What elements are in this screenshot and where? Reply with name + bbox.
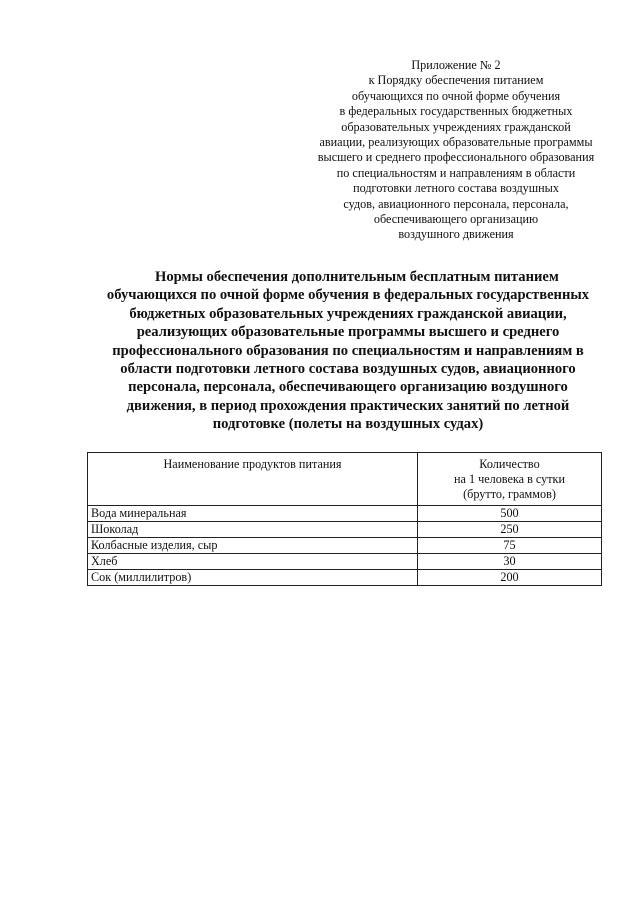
table-row xyxy=(88,506,602,522)
appendix-line: образовательных учреждениях гражданской xyxy=(341,119,571,134)
title-line: области подготовки летного состава воздушных судов, авиационного xyxy=(120,361,576,378)
table-row xyxy=(88,570,602,586)
quantity-cell: 250 xyxy=(418,522,602,538)
product-name-cell: Колбасные изделия, сыр xyxy=(88,538,418,554)
title-line: профессионального образования по специальностям и направлениям в xyxy=(112,342,584,359)
title-line: персонала, персонала, обеспечивающего организацию воздушного xyxy=(128,379,568,396)
column-header-quantity-line: на 1 человека в сутки xyxy=(453,472,566,486)
column-header-quantity-line: Количество xyxy=(479,457,540,471)
appendix-line: авиации, реализующих образовательные программы xyxy=(319,135,593,150)
document-title xyxy=(80,268,616,434)
title-line: обучающихся по очной форме обучения в федеральных государственных xyxy=(106,287,590,304)
product-name-cell: Сок (миллилитров) xyxy=(88,570,418,586)
title-line: бюджетных образовательных учреждениях гражданской авиации, xyxy=(129,305,567,322)
title-line: движения, в период прохождения практических занятий по летной xyxy=(126,397,570,414)
table-row xyxy=(88,554,602,570)
appendix-line: подготовки летного состава воздушных xyxy=(353,181,559,196)
product-name-cell: Вода минеральная xyxy=(88,506,418,522)
quantity-cell: 200 xyxy=(418,570,602,586)
quantity-cell: 75 xyxy=(418,538,602,554)
title-line: подготовке (полеты на воздушных судах) xyxy=(212,416,484,433)
appendix-line: в федеральных государственных бюджетных xyxy=(339,104,573,119)
appendix-line: Приложение № 2 xyxy=(411,58,501,72)
title-line: реализующих образовательные программы высшего и среднего xyxy=(136,324,560,341)
column-header-quantity xyxy=(418,453,602,506)
column-header-product: Наименование продуктов питания xyxy=(88,453,418,506)
title-line: Нормы обеспечения дополнительным бесплатным питанием xyxy=(155,269,559,285)
quantity-cell: 500 xyxy=(418,506,602,522)
product-name-cell: Хлеб xyxy=(88,554,418,570)
appendix-line: высшего и среднего профессионального образования xyxy=(317,150,595,165)
table-row xyxy=(88,538,602,554)
appendix-line: по специальностям и направлениям в области xyxy=(336,165,576,180)
appendix-line: воздушного движения xyxy=(398,227,514,242)
appendix-line: к Порядку обеспечения питанием xyxy=(368,73,544,88)
quantity-cell: 30 xyxy=(418,554,602,570)
table-header-row xyxy=(88,453,602,506)
appendix-line: судов, авиационного персонала, персонала, xyxy=(343,196,569,211)
product-name-cell: Шоколад xyxy=(88,522,418,538)
appendix-line: обеспечивающего организацию xyxy=(373,212,539,227)
column-header-quantity-line: (брутто, граммов) xyxy=(463,487,556,501)
table-row xyxy=(88,522,602,538)
appendix-block xyxy=(286,58,626,243)
food-norms-table xyxy=(87,452,602,586)
appendix-line: обучающихся по очной форме обучения xyxy=(351,88,561,103)
